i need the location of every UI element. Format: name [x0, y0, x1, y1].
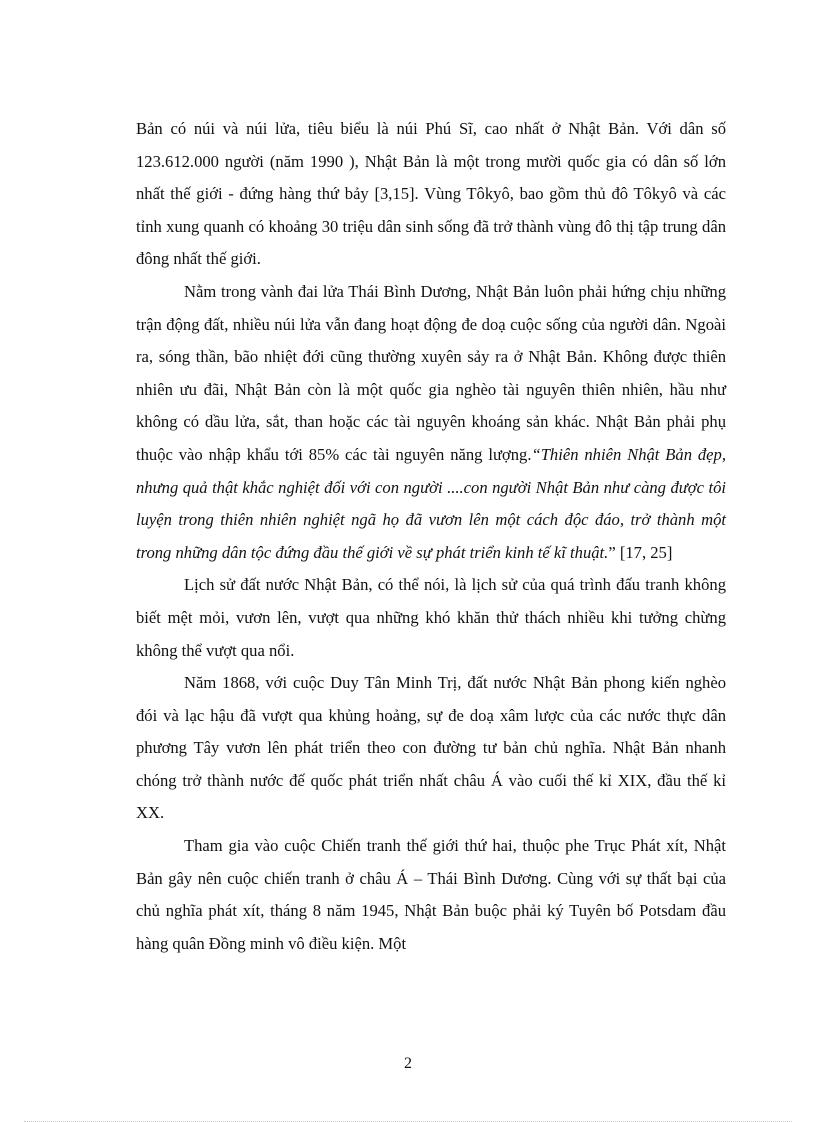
paragraph-3 [136, 569, 726, 667]
paragraph-1-text: Bản có núi và núi lửa, tiêu biểu là núi Phú Sĩ, cao nhất ở Nhật Bản. Với dân số 123.612.000 người (năm 1990 ), Nhật Bản là một trong mười quốc gia có dân số lớn nhất thế giới - đứng hàng thứ bảy [3,15]. Vùng Tôkyô, bao gồm thủ đô Tôkyô và các tỉnh xung quanh có khoảng 30 triệu dân sinh sống đã trở thành vùng đô thị tập trung dân đông nhất thế giới. [136, 119, 726, 269]
body-text [136, 113, 726, 960]
paragraph-1 [136, 113, 726, 276]
paragraph-4 [136, 667, 726, 830]
page-edge-divider [24, 1121, 792, 1122]
paragraph-5 [136, 830, 726, 960]
paragraph-5-text: Tham gia vào cuộc Chiến tranh thế giới thứ hai, thuộc phe Trục Phát xít, Nhật Bản gây nên cuộc chiến tranh ở châu Á – Thái Bình Dương. Cùng với sự thất bại của chủ nghĩa phát xít, tháng 8 năm 1945, Nhật Bản buộc phải ký Tuyên bố Potsdam đầu hàng quân Đồng minh vô điều kiện. Một [136, 836, 726, 953]
paragraph-2 [136, 276, 726, 569]
paragraph-4-text: Năm 1868, với cuộc Duy Tân Minh Trị, đất nước Nhật Bản phong kiến nghèo đói và lạc hậu đã vượt qua khủng hoảng, sự đe doạ xâm lược của các nước thực dân phương Tây vươn lên phát triển theo con đường tư bản chủ nghĩa. Nhật Bản nhanh chóng trở thành nước đế quốc phát triển nhất châu Á vào cuối thế kỉ XIX, đầu thế kỉ XX. [136, 673, 726, 823]
paragraph-2-text: Nằm trong vành đai lửa Thái Bình Dương, Nhật Bản luôn phải hứng chịu những trận động đất, nhiều núi lửa vẫn đang hoạt động đe doạ cuộc sống của người dân. Ngoài ra, sóng thần, bão nhiệt đới cũng thường xuyên sảy ra ở Nhật Bản. Không được thiên nhiên ưu đãi, Nhật Bản còn là một quốc gia nghèo tài nguyên thiên nhiên, hầu như không có dầu lửa, sắt, than hoặc các tài nguyên khoáng sản khác. Nhật Bản phải phụ thuộc vào nhập khẩu tới 85% các tài nguyên năng lượng. [136, 281, 726, 464]
page-number: 2 [404, 1055, 412, 1072]
paragraph-2-quote: “Thiên nhiên Nhật Bản đẹp, nhưng quả thật khắc nghiệt đối với con người ....con người Nhật Bản như càng được tôi luyện trong thiên nhiên nghiệt ngã họ đã vươn lên một cách độc đáo, trở thành một trong những dân tộc đứng đầu thế giới về sự phát triển kinh tế kĩ thuật. [136, 444, 726, 562]
paragraph-2-citation: ” [17, 25] [608, 542, 673, 562]
paragraph-3-text: Lịch sử đất nước Nhật Bản, có thể nói, là lịch sử của quá trình đấu tranh không biết mệt mỏi, vươn lên, vượt qua những khó khăn thử thách nhiều khi tưởng chừng không thể vượt qua nổi. [136, 575, 726, 660]
